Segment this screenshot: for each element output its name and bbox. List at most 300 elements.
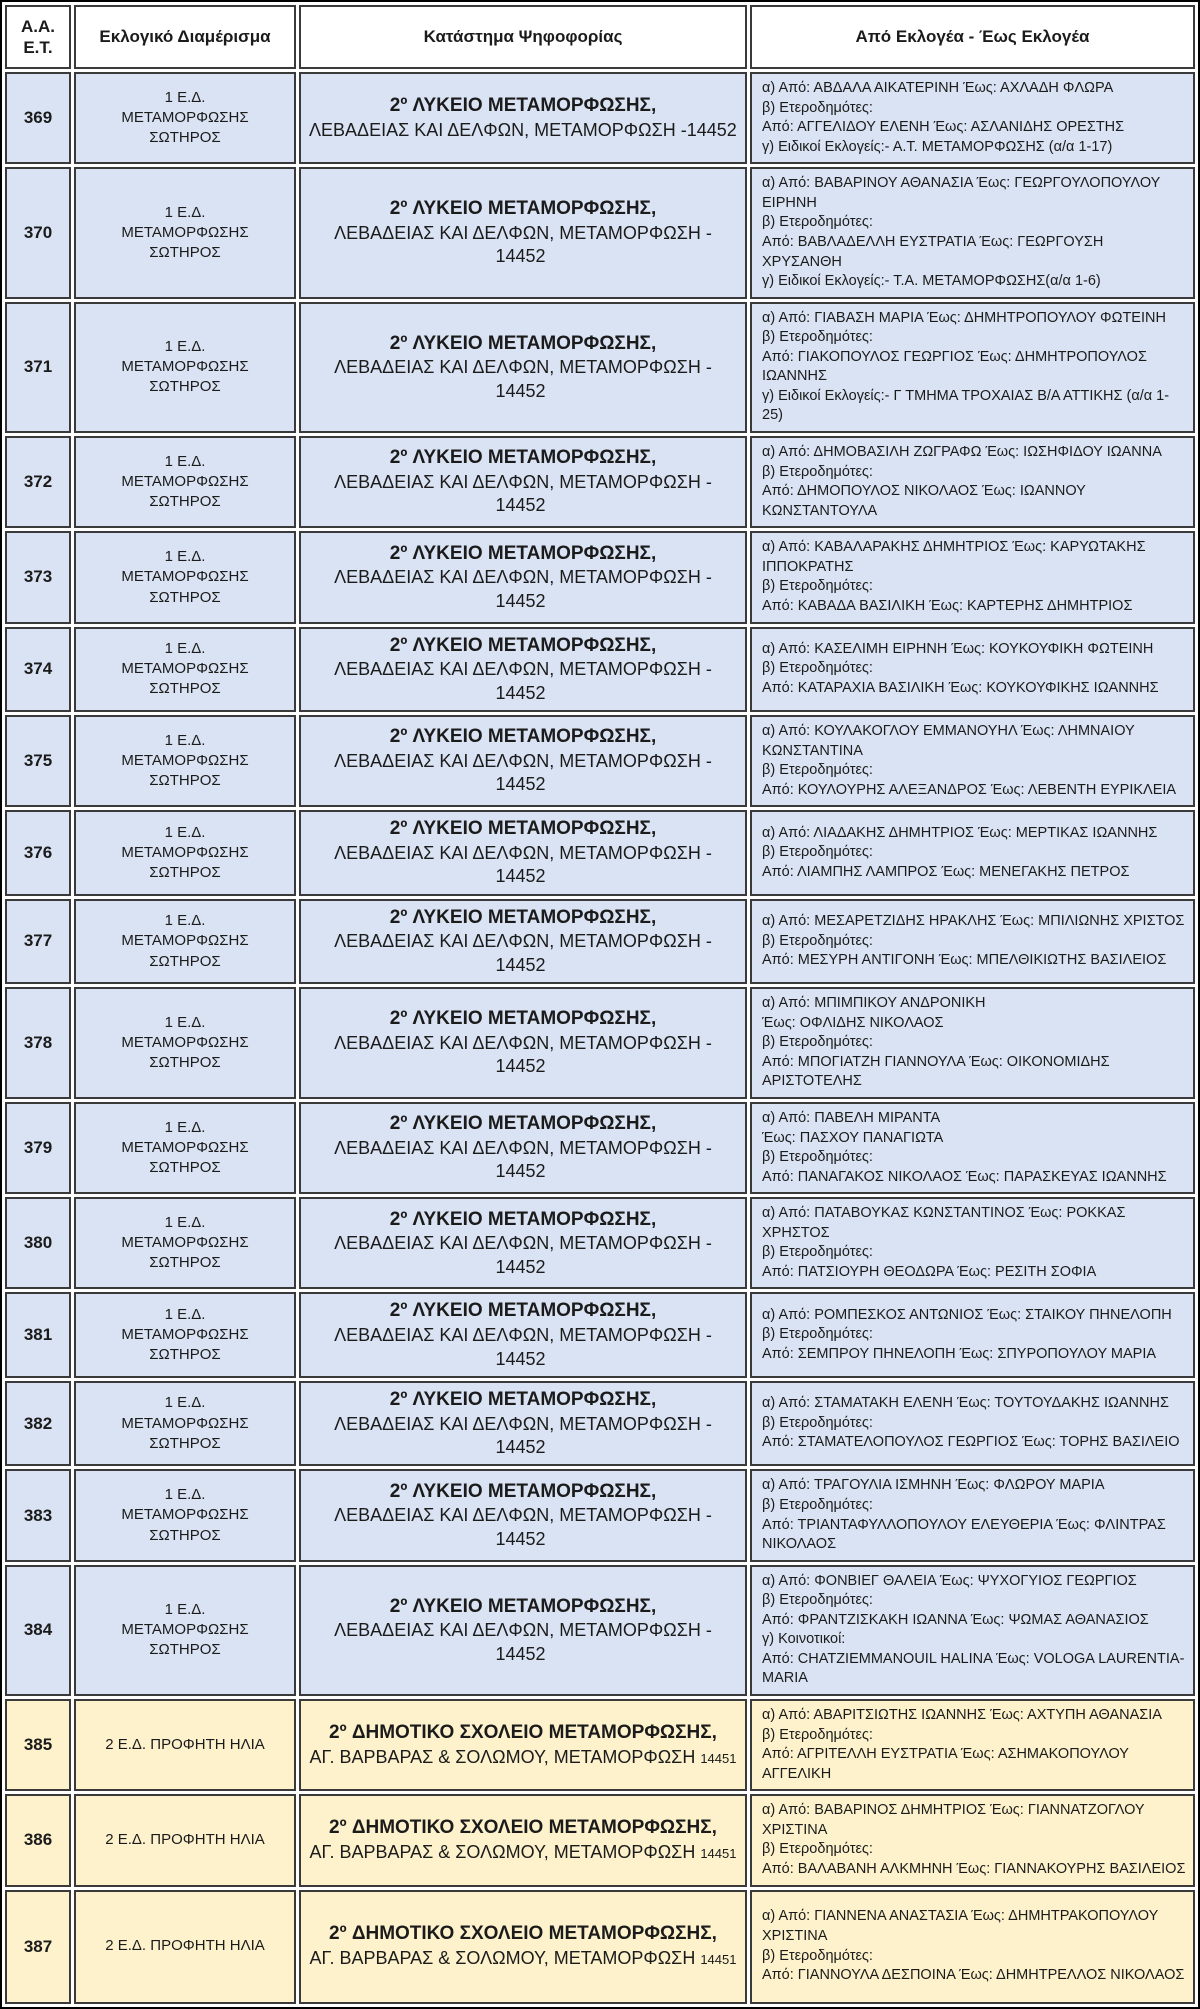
station-cell (299, 715, 747, 807)
district-line: 1 Ε.Δ. (164, 337, 206, 355)
voter-range-line: Από: ΣΕΜΠΡΟΥ ΠΗΝΕΛΟΠΗ Έως: ΣΠΥΡΟΠΟΥΛΟΥ ΜΑΡΙΑ (762, 1345, 1157, 1362)
voters-cell-lines (762, 174, 1187, 291)
voter-range-line: α) Από: ΠΑΤΑΒΟΥΚΑΣ ΚΩΝΣΤΑΝΤΙΝΟΣ Έως: ΡΟΚΚΑΣ ΧΡΗΣΤΟΣ (762, 1205, 1126, 1241)
district-cell-lines (84, 88, 286, 149)
table-row (5, 1292, 1195, 1377)
table-row (5, 72, 1195, 164)
station-name: 2º ΔΗΜΟΤΙΚΟ ΣΧΟΛΕΙΟ ΜΕΤΑΜΟΡΦΩΣΗΣ, (329, 1722, 717, 1744)
district-cell-lines (84, 1735, 286, 1755)
voters-cell-lines (762, 994, 1187, 1092)
district-line: ΜΕΤΑΜΟΡΦΩΣΗΣ ΣΩΤΗΡΟΣ (121, 1234, 249, 1272)
station-name: 2º ΔΗΜΟΤΙΚΟ ΣΧΟΛΕΙΟ ΜΕΤΑΜΟΡΦΩΣΗΣ, (329, 1923, 717, 1945)
district-cell (74, 899, 296, 984)
station-address-line (309, 566, 737, 613)
voter-range-line: β) Ετεροδημότες: (762, 1414, 873, 1431)
station-cell (299, 436, 747, 528)
station-name: 2º ΛΥΚΕΙΟ ΜΕΤΑΜΟΡΦΩΣΗΣ, (389, 542, 657, 564)
table-row (5, 531, 1195, 623)
header-row (5, 5, 1195, 69)
table-row (5, 1890, 1195, 2004)
station-name: 2º ΛΥΚΕΙΟ ΜΕΤΑΜΟΡΦΩΣΗΣ, (389, 1300, 657, 1322)
voter-range-line: α) Από: ΤΡΑΓΟΥΛΙΑ ΙΣΜΗΝΗ Έως: ΦΛΩΡΟΥ ΜΑΡΙΑ (762, 1477, 1105, 1494)
table-row (5, 1197, 1195, 1289)
district-cell-lines (84, 452, 286, 513)
voter-range-line: β) Ετεροδημότες: (762, 1244, 873, 1261)
district-line: 1 Ε.Δ. (164, 452, 206, 470)
row-number: 371 (5, 302, 71, 433)
table-body (5, 72, 1195, 2004)
district-cell (74, 987, 296, 1099)
table-row (5, 715, 1195, 807)
voters-cell-lines (762, 824, 1187, 883)
row-number: 370 (5, 167, 71, 298)
station-address-line (309, 1232, 737, 1279)
voter-range-line: Από: CHATZIEMMANOUIL HALINA Έως: VOLOGA LAURENTIA-MARIA (762, 1650, 1185, 1687)
district-cell (74, 1102, 296, 1194)
district-line: ΜΕΤΑΜΟΡΦΩΣΗΣ ΣΩΤΗΡΟΣ (121, 109, 249, 147)
district-cell (74, 531, 296, 623)
voter-range-line: Έως: ΟΦΛΙΔΗΣ ΝΙΚΟΛΑΟΣ (762, 1014, 944, 1031)
voter-range-line: α) Από: ΜΠΙΜΠΙΚΟΥ ΑΝΔΡΟΝΙΚΗ (762, 995, 986, 1012)
voter-range-line: Από: ΣΤΑΜΑΤΕΛΟΠΟΥΛΟΣ ΓΕΩΡΓΙΟΣ Έως: ΤΟΡΗΣ ΒΑΣΙΛΕΙΟ (762, 1434, 1180, 1451)
station-cell (299, 1102, 747, 1194)
voters-cell (750, 531, 1195, 623)
district-cell-lines (84, 1485, 286, 1546)
voters-cell-lines (762, 1572, 1187, 1689)
voter-range-line: β) Ετεροδημότες: (762, 1947, 873, 1964)
district-cell-lines (84, 547, 286, 608)
header-et-line: Ε.Τ. (23, 38, 53, 57)
district-line: 1 Ε.Δ. (164, 1486, 206, 1504)
station-address-line (309, 471, 737, 518)
voter-range-line: Έως: ΠΑΣΧΟΥ ΠΑΝΑΓΙΩΤΑ (762, 1129, 944, 1146)
row-number: 384 (5, 1565, 71, 1696)
voter-range-line: β) Ετεροδημότες: (762, 1841, 873, 1858)
station-cell (299, 1794, 747, 1886)
station-cell (299, 531, 747, 623)
district-cell-lines (84, 203, 286, 264)
district-line: 1 Ε.Δ. (164, 1213, 206, 1231)
voter-range-line: Από: ΓΙΑΚΟΠΟΥΛΟΣ ΓΕΩΡΓΙΟΣ Έως: ΔΗΜΗΤΡΟΠΟΥΛΟΣ ΙΩΑΝΝΗΣ (762, 348, 1147, 385)
station-cell (299, 1469, 747, 1561)
station-postal-code: 14451 (700, 1750, 737, 1766)
district-line: ΜΕΤΑΜΟΡΦΩΣΗΣ ΣΩΤΗΡΟΣ (121, 1621, 249, 1659)
voters-cell-lines (762, 1907, 1187, 1985)
district-line: ΜΕΤΑΜΟΡΦΩΣΗΣ ΣΩΤΗΡΟΣ (121, 751, 249, 790)
station-name: 2º ΛΥΚΕΙΟ ΜΕΤΑΜΟΡΦΩΣΗΣ, (389, 332, 657, 354)
district-cell (74, 1794, 296, 1886)
district-cell-lines (84, 1830, 286, 1850)
station-postal-code: 14451 (700, 1952, 737, 1968)
station-name: 2º ΔΗΜΟΤΙΚΟ ΣΧΟΛΕΙΟ ΜΕΤΑΜΟΡΦΩΣΗΣ, (329, 1817, 717, 1839)
voter-range-line: γ) Ειδικοί Εκλογείς:- Τ.Α. ΜΕΤΑΜΟΡΦΩΣΗΣ(α/α 1-6) (762, 273, 1101, 290)
voters-cell-lines (762, 1394, 1187, 1453)
header-station: Κατάστημα Ψηφοφορίας (299, 5, 747, 69)
district-line: ΜΕΤΑΜΟΡΦΩΣΗΣ ΣΩΤΗΡΟΣ (121, 1506, 249, 1544)
voter-range-line: β) Ετεροδημότες: (762, 1034, 873, 1051)
station-address-line (309, 658, 737, 705)
district-line: ΜΕΤΑΜΟΡΦΩΣΗΣ ΣΩΤΗΡΟΣ (121, 1414, 249, 1452)
station-name: 2º ΛΥΚΕΙΟ ΜΕΤΑΜΟΡΦΩΣΗΣ, (389, 1208, 657, 1230)
voter-range-line: Από: ΦΡΑΝΤΖΙΣΚΑΚΗ ΙΩΑΝΝΑ Έως: ΨΩΜΑΣ ΑΘΑΝΑΣΙΟΣ (762, 1611, 1149, 1628)
voter-range-line: α) Από: ΑΒΑΡΙΤΣΙΩΤΗΣ ΙΩΑΝΝΗΣ Έως: ΑΧΤΥΠΗ ΑΘΑΝΑΣΙΑ (762, 1707, 1162, 1724)
station-address: ΛΕΒΑΔΕΙΑΣ ΚΑΙ ΔΕΛΦΩΝ, ΜΕΤΑΜΟΡΦΩΣΗ - 14452 (334, 472, 712, 516)
table-row (5, 167, 1195, 298)
row-number: 382 (5, 1381, 71, 1466)
station-postal-code: 14451 (700, 1846, 737, 1862)
station-address: ΛΕΒΑΔΕΙΑΣ ΚΑΙ ΔΕΛΦΩΝ, ΜΕΤΑΜΟΡΦΩΣΗ - 14452 (334, 931, 712, 975)
voters-cell (750, 1469, 1195, 1561)
row-number: 380 (5, 1197, 71, 1289)
station-address: ΛΕΒΑΔΕΙΑΣ ΚΑΙ ΔΕΛΦΩΝ, ΜΕΤΑΜΟΡΦΩΣΗ - 14452 (334, 222, 712, 267)
district-line: 1 Ε.Δ. (164, 88, 206, 106)
district-line: ΜΕΤΑΜΟΡΦΩΣΗΣ ΣΩΤΗΡΟΣ (121, 223, 249, 262)
voter-range-line: β) Ετεροδημότες: (762, 214, 873, 231)
row-number: 381 (5, 1292, 71, 1377)
district-line: ΜΕΤΑΜΟΡΦΩΣΗΣ ΣΩΤΗΡΟΣ (121, 843, 249, 882)
station-cell (299, 1565, 747, 1696)
voters-cell (750, 627, 1195, 712)
station-address-line (309, 842, 737, 889)
voters-cell-lines (762, 79, 1187, 157)
row-number: 375 (5, 715, 71, 807)
voter-range-line: α) Από: ΑΒΔΑΛΑ ΑΙΚΑΤΕΡΙΝΗ Έως: ΑΧΛΑΔΗ ΦΛΩΡΑ (762, 80, 1114, 96)
voters-cell (750, 1699, 1195, 1791)
table-row (5, 1794, 1195, 1886)
table-row (5, 1565, 1195, 1696)
station-cell (299, 627, 747, 712)
district-line: ΜΕΤΑΜΟΡΦΩΣΗΣ ΣΩΤΗΡΟΣ (121, 660, 249, 698)
row-number: 369 (5, 72, 71, 164)
station-name: 2º ΛΥΚΕΙΟ ΜΕΤΑΜΟΡΦΩΣΗΣ, (389, 447, 657, 469)
voters-cell-lines (762, 1109, 1187, 1187)
station-cell (299, 1699, 747, 1791)
station-address: ΛΕΒΑΔΕΙΑΣ ΚΑΙ ΔΕΛΦΩΝ, ΜΕΤΑΜΟΡΦΩΣΗ - 14452 (334, 1325, 712, 1369)
station-address-line (309, 1619, 737, 1666)
station-address-line (309, 1841, 737, 1864)
station-cell (299, 1197, 747, 1289)
voter-range-line: β) Ετεροδημότες: (762, 762, 873, 779)
voter-range-line: α) Από: ΣΤΑΜΑΤΑΚΗ ΕΛΕΝΗ Έως: ΤΟΥΤΟΥΔΑΚΗΣ ΙΩΑΝΝΗΣ (762, 1395, 1169, 1412)
voter-range-line: α) Από: ΓΙΑΝΝΕΝΑ ΑΝΑΣΤΑΣΙΑ Έως: ΔΗΜΗΤΡΑΚΟΠΟΥΛΟΥ ΧΡΙΣΤΙΝΑ (762, 1908, 1158, 1944)
station-address: ΑΓ. ΒΑΡΒΑΡΑΣ & ΣΟΛΩΜΟΥ, ΜΕΤΑΜΟΡΦΩΣΗ (309, 1842, 696, 1863)
station-address: ΛΕΒΑΔΕΙΑΣ ΚΑΙ ΔΕΛΦΩΝ, ΜΕΤΑΜΟΡΦΩΣΗ - 14452 (334, 1233, 712, 1277)
district-line: 1 Ε.Δ. (164, 912, 206, 930)
station-address-line (309, 1947, 737, 1970)
station-address: ΛΕΒΑΔΕΙΑΣ ΚΑΙ ΔΕΛΦΩΝ, ΜΕΤΑΜΟΡΦΩΣΗ - 14452 (334, 751, 712, 795)
row-number: 373 (5, 531, 71, 623)
district-line: ΜΕΤΑΜΟΡΦΩΣΗΣ ΣΩΤΗΡΟΣ (121, 568, 249, 606)
voters-cell-lines (762, 538, 1187, 616)
voter-range-line: Από: ΓΙΑΝΝΟΥΛΑ ΔΕΣΠΟΙΝΑ Έως: ΔΗΜΗΤΡΕΛΛΟΣ ΝΙΚΟΛΑΟΣ (762, 1967, 1185, 1984)
station-address-line (309, 1032, 737, 1079)
row-number: 379 (5, 1102, 71, 1194)
voter-range-line: α) Από: ΡΟΜΠΕΣΚΟΣ ΑΝΤΩΝΙΟΣ Έως: ΣΤΑΙΚΟΥ ΠΗΝΕΛΟΠΗ (762, 1306, 1172, 1323)
station-address: ΛΕΒΑΔΕΙΑΣ ΚΑΙ ΔΕΛΦΩΝ, ΜΕΤΑΜΟΡΦΩΣΗ - 14452 (334, 842, 712, 887)
district-cell (74, 302, 296, 433)
voters-cell (750, 1292, 1195, 1377)
voter-range-line: Από: ΒΑΛΑΒΑΝΗ ΑΛΚΜΗΝΗ Έως: ΓΙΑΝΝΑΚΟΥΡΗΣ ΒΑΣΙΛΕΙΟΣ (762, 1860, 1186, 1877)
district-line: ΜΕΤΑΜΟΡΦΩΣΗΣ ΣΩΤΗΡΟΣ (121, 1326, 249, 1364)
station-address-line (309, 1413, 737, 1460)
voters-cell (750, 1197, 1195, 1289)
district-cell (74, 72, 296, 164)
voter-range-line: α) Από: ΚΑΣΕΛΙΜΗ ΕΙΡΗΝΗ Έως: ΚΟΥΚΟΥΦΙΚΗ ΦΩΤΕΙΝΗ (762, 640, 1154, 657)
station-address-line (309, 930, 737, 977)
row-number: 386 (5, 1794, 71, 1886)
voter-range-line: β) Ετεροδημότες: (762, 463, 873, 480)
station-address: ΛΕΒΑΔΕΙΑΣ ΚΑΙ ΔΕΛΦΩΝ, ΜΕΤΑΜΟΡΦΩΣΗ - 14452 (334, 1138, 712, 1182)
voter-range-line: Από: ΛΙΑΜΠΗΣ ΛΑΜΠΡΟΣ Έως: ΜΕΝΕΓΑΚΗΣ ΠΕΤΡΟΣ (762, 863, 1130, 880)
station-name: 2º ΛΥΚΕΙΟ ΜΕΤΑΜΟΡΦΩΣΗΣ, (389, 1595, 657, 1617)
table-row (5, 1699, 1195, 1791)
district-line: 1 Ε.Δ. (164, 1118, 206, 1136)
row-number: 383 (5, 1469, 71, 1561)
station-address-line (309, 1504, 737, 1551)
voters-cell-lines (762, 912, 1187, 971)
table-row (5, 899, 1195, 984)
voters-cell-lines (762, 443, 1187, 521)
station-address-line (309, 1746, 737, 1769)
voter-range-line: Από: ΒΑΒΛΑΔΕΛΛΗ ΕΥΣΤΡΑΤΙΑ Έως: ΓΕΩΡΓΟΥΣΗ ΧΡΥΣΑΝΘΗ (762, 233, 1104, 270)
district-cell (74, 1890, 296, 2004)
voter-range-line: α) Από: ΛΙΑΔΑΚΗΣ ΔΗΜΗΤΡΙΟΣ Έως: ΜΕΡΤΙΚΑΣ ΙΩΑΝΝΗΣ (762, 824, 1158, 841)
voter-range-line: α) Από: ΠΑΒΕΛΗ ΜΙΡΑΝΤΑ (762, 1109, 941, 1126)
voter-range-line: β) Ετεροδημότες: (762, 1496, 873, 1513)
district-cell-lines (84, 1936, 286, 1956)
station-address: ΛΕΒΑΔΕΙΑΣ ΚΑΙ ΔΕΛΦΩΝ, ΜΕΤΑΜΟΡΦΩΣΗ - 14452 (334, 1033, 712, 1077)
row-number: 377 (5, 899, 71, 984)
station-address: ΛΕΒΑΔΕΙΑΣ ΚΑΙ ΔΕΛΦΩΝ, ΜΕΤΑΜΟΡΦΩΣΗ - 14452 (334, 1620, 712, 1664)
district-line: ΜΕΤΑΜΟΡΦΩΣΗΣ ΣΩΤΗΡΟΣ (121, 358, 249, 396)
district-cell-lines (84, 1213, 286, 1274)
district-line: 1 Ε.Δ. (164, 823, 206, 841)
table-row (5, 1381, 1195, 1466)
station-cell (299, 1381, 747, 1466)
station-address: ΛΕΒΑΔΕΙΑΣ ΚΑΙ ΔΕΛΦΩΝ, ΜΕΤΑΜΟΡΦΩΣΗ - 14452 (334, 1413, 712, 1458)
voter-range-line: Από: ΑΓΡΙΤΕΛΛΗ ΕΥΣΤΡΑΤΙΑ Έως: ΑΣΗΜΑΚΟΠΟΥΛΟΥ ΑΓΓΕΛΙΚΗ (762, 1746, 1129, 1782)
district-cell-lines (84, 1013, 286, 1074)
station-address: ΛΕΒΑΔΕΙΑΣ ΚΑΙ ΔΕΛΦΩΝ, ΜΕΤΑΜΟΡΦΩΣΗ - 14452 (334, 1505, 712, 1549)
table-row (5, 302, 1195, 433)
district-line: ΜΕΤΑΜΟΡΦΩΣΗΣ ΣΩΤΗΡΟΣ (121, 932, 249, 970)
district-cell-lines (84, 911, 286, 972)
station-address: ΑΓ. ΒΑΡΒΑΡΑΣ & ΣΟΛΩΜΟΥ, ΜΕΤΑΜΟΡΦΩΣΗ (309, 1948, 696, 1969)
district-line: 1 Ε.Δ. (164, 548, 206, 565)
district-cell (74, 715, 296, 807)
header-district: Εκλογικό Διαμέρισμα (74, 5, 296, 69)
voter-range-line: γ) Κοινοτικοί: (762, 1631, 846, 1648)
district-cell (74, 810, 296, 895)
voters-cell-lines (762, 309, 1187, 426)
station-cell (299, 810, 747, 895)
voters-cell-lines (762, 1476, 1187, 1554)
station-cell (299, 1292, 747, 1377)
district-cell (74, 1469, 296, 1561)
district-cell (74, 436, 296, 528)
row-number: 378 (5, 987, 71, 1099)
station-cell (299, 1890, 747, 2004)
station-name: 2º ΛΥΚΕΙΟ ΜΕΤΑΜΟΡΦΩΣΗΣ, (389, 95, 657, 117)
district-line: 2 Ε.Δ. ΠΡΟΦΗΤΗ ΗΛΙΑ (105, 1831, 265, 1849)
district-cell-lines (84, 1393, 286, 1454)
row-number: 374 (5, 627, 71, 712)
station-name: 2º ΛΥΚΕΙΟ ΜΕΤΑΜΟΡΦΩΣΗΣ, (389, 634, 657, 656)
voters-cell (750, 436, 1195, 528)
voter-range-line: β) Ετεροδημότες: (762, 329, 873, 346)
header-voter-range: Από Εκλογέα - Έως Εκλογέα (750, 5, 1195, 69)
station-cell (299, 987, 747, 1099)
row-number: 372 (5, 436, 71, 528)
voter-range-line: α) Από: ΒΑΒΑΡΙΝΟΣ ΔΗΜΗΤΡΙΟΣ Έως: ΓΙΑΝΝΑΤΖΟΓΛΟΥ ΧΡΙΣΤΙΝΑ (762, 1802, 1145, 1838)
voters-cell (750, 1794, 1195, 1886)
voters-cell-lines (762, 1306, 1187, 1365)
voter-range-line: β) Ετεροδημότες: (762, 1149, 873, 1166)
voter-range-line: γ) Ειδικοί Εκλογείς:- Α.Τ. ΜΕΤΑΜΟΡΦΩΣΗΣ (α/α 1-17) (762, 138, 1113, 155)
district-cell (74, 627, 296, 712)
station-name: 2º ΛΥΚΕΙΟ ΜΕΤΑΜΟΡΦΩΣΗΣ, (389, 198, 657, 220)
voters-cell (750, 302, 1195, 433)
voter-range-line: β) Ετεροδημότες: (762, 1326, 873, 1343)
table-row (5, 436, 1195, 528)
district-line: 1 Ε.Δ. (164, 1013, 206, 1031)
station-address: ΛΕΒΑΔΕΙΑΣ ΚΑΙ ΔΕΛΦΩΝ, ΜΕΤΑΜΟΡΦΩΣΗ - 14452 (334, 567, 712, 611)
voters-cell (750, 167, 1195, 298)
station-address: ΛΕΒΑΔΕΙΑΣ ΚΑΙ ΔΕΛΦΩΝ, ΜΕΤΑΜΟΡΦΩΣΗ - 14452 (334, 357, 712, 401)
district-line: 1 Ε.Δ. (164, 1305, 206, 1323)
voter-range-line: Από: ΜΕΣΥΡΗ ΑΝΤΙΓΟΝΗ Έως: ΜΠΕΛΘΙΚΙΩΤΗΣ ΒΑΣΙΛΕΙΟΣ (762, 952, 1167, 969)
district-line: 1 Ε.Δ. (164, 203, 206, 221)
table-row (5, 810, 1195, 895)
district-line: 2 Ε.Δ. ΠΡΟΦΗΤΗ ΗΛΙΑ (105, 1736, 265, 1754)
voter-range-line: β) Ετεροδημότες: (762, 660, 873, 677)
voter-range-line: Από: ΚΑΤΑΡΑΧΙΑ ΒΑΣΙΛΙΚΗ Έως: ΚΟΥΚΟΥΦΙΚΗΣ ΙΩΑΝΝΗΣ (762, 680, 1159, 697)
header-aa-line: Α.Α. (21, 16, 55, 36)
district-line: 2 Ε.Δ. ΠΡΟΦΗΤΗ ΗΛΙΑ (105, 1937, 265, 1955)
district-line: 1 Ε.Δ. (164, 1600, 206, 1618)
voters-cell-lines (762, 1706, 1187, 1784)
voter-range-line: α) Από: ΔΗΜΟΒΑΣΙΛΗ ΖΩΓΡΑΦΩ Έως: ΙΩΣΗΦΙΔΟΥ ΙΩΑΝΝΑ (762, 444, 1162, 460)
district-cell (74, 1381, 296, 1466)
district-cell-lines (84, 1305, 286, 1366)
district-cell-lines (84, 731, 286, 792)
station-cell (299, 167, 747, 298)
voter-range-line: Από: ΑΓΓΕΛΙΔΟΥ ΕΛΕΝΗ Έως: ΑΣΛΑΝΙΔΗΣ ΟΡΕΣΤΗΣ (762, 119, 1125, 136)
station-name: 2º ΛΥΚΕΙΟ ΜΕΤΑΜΟΡΦΩΣΗΣ, (389, 1113, 657, 1135)
voters-cell (750, 1565, 1195, 1696)
row-number: 376 (5, 810, 71, 895)
voter-range-line: β) Ετεροδημότες: (762, 578, 873, 595)
voter-range-line: α) Από: ΦΟΝΒΙΕΓ ΘΑΛΕΙΑ Έως: ΨΥΧΟΓΥΙΟΣ ΓΕΩΡΓΙΟΣ (762, 1572, 1137, 1589)
district-line: ΜΕΤΑΜΟΡΦΩΣΗΣ ΣΩΤΗΡΟΣ (121, 473, 249, 511)
row-number: 385 (5, 1699, 71, 1791)
voter-range-line: β) Ετεροδημότες: (762, 1726, 873, 1743)
district-cell (74, 1292, 296, 1377)
voters-cell (750, 810, 1195, 895)
station-address-line (309, 119, 737, 142)
row-number: 387 (5, 1890, 71, 2004)
station-address-line (309, 356, 737, 403)
district-cell (74, 1565, 296, 1696)
voters-cell-lines (762, 1801, 1187, 1879)
voter-range-line: Από: ΜΠΟΓΙΑΤΖΗ ΓΙΑΝΝΟΥΛΑ Έως: ΟΙΚΟΝΟΜΙΔΗΣ ΑΡΙΣΤΟΤΕΛΗΣ (762, 1053, 1110, 1090)
voter-range-line: γ) Ειδικοί Εκλογείς:- Γ ΤΜΗΜΑ ΤΡΟΧΑΙΑΣ Β/Α ΑΤΤΙΚΗΣ (α/α 1-25) (762, 387, 1170, 424)
district-line: 1 Ε.Δ. (164, 639, 206, 657)
station-address: ΑΓ. ΒΑΡΒΑΡΑΣ & ΣΟΛΩΜΟΥ, ΜΕΤΑΜΟΡΦΩΣΗ (309, 1746, 696, 1767)
header-aa-et (5, 5, 71, 69)
district-line: 1 Ε.Δ. (164, 731, 206, 749)
voter-range-line: Από: ΔΗΜΟΠΟΥΛΟΣ ΝΙΚΟΛΑΟΣ Έως: ΙΩΑΝΝΟΥ ΚΩΝΣΤΑΝΤΟΥΛΑ (762, 483, 1086, 519)
voter-range-line: Από: ΚΟΥΛΟΥΡΗΣ ΑΛΕΞΑΝΔΡΟΣ Έως: ΛΕΒΕΝΤΗ ΕΥΡΙΚΛΕΙΑ (762, 781, 1177, 798)
district-line: 1 Ε.Δ. (164, 1394, 206, 1412)
table-row (5, 1102, 1195, 1194)
station-name: 2º ΛΥΚΕΙΟ ΜΕΤΑΜΟΡΦΩΣΗΣ, (389, 1008, 657, 1030)
voter-range-line: β) Ετεροδημότες: (762, 844, 873, 861)
district-line: ΜΕΤΑΜΟΡΦΩΣΗΣ ΣΩΤΗΡΟΣ (121, 1033, 249, 1072)
station-address: ΛΕΒΑΔΕΙΑΣ ΚΑΙ ΔΕΛΦΩΝ, ΜΕΤΑΜΟΡΦΩΣΗ -14452 (309, 119, 737, 140)
station-name: 2º ΛΥΚΕΙΟ ΜΕΤΑΜΟΡΦΩΣΗΣ, (389, 726, 657, 748)
voter-range-line: α) Από: ΒΑΒΑΡΙΝΟΥ ΑΘΑΝΑΣΙΑ Έως: ΓΕΩΡΓΟΥΛΟΠΟΥΛΟΥ ΕΙΡΗΝΗ (762, 175, 1161, 211)
district-cell-lines (84, 639, 286, 700)
district-cell-lines (84, 337, 286, 398)
station-name: 2º ΛΥΚΕΙΟ ΜΕΤΑΜΟΡΦΩΣΗΣ, (389, 906, 657, 928)
station-address: ΛΕΒΑΔΕΙΑΣ ΚΑΙ ΔΕΛΦΩΝ, ΜΕΤΑΜΟΡΦΩΣΗ - 14452 (334, 659, 712, 703)
voter-range-line: Από: ΠΑΝΑΓΑΚΟΣ ΝΙΚΟΛΑΟΣ Έως: ΠΑΡΑΣΚΕΥΑΣ ΙΩΑΝΝΗΣ (762, 1168, 1167, 1185)
station-address-line (309, 750, 737, 797)
district-cell (74, 1699, 296, 1791)
voters-cell (750, 899, 1195, 984)
table-row (5, 1469, 1195, 1561)
station-address-line (309, 1324, 737, 1371)
voters-cell (750, 1890, 1195, 2004)
district-cell (74, 1197, 296, 1289)
district-cell-lines (84, 823, 286, 884)
table-row (5, 627, 1195, 712)
voter-range-line: α) Από: ΚΟΥΛΑΚΟΓΛΟΥ ΕΜΜΑΝΟΥΗΛ Έως: ΛΗΜΝΑΙΟΥ ΚΩΝΣΤΑΝΤΙΝΑ (762, 722, 1135, 759)
station-cell (299, 72, 747, 164)
voter-range-line: Από: ΤΡΙΑΝΤΑΦΥΛΛΟΠΟΥΛΟΥ ΕΛΕΥΘΕΡΙΑ Έως: ΦΛΙΝΤΡΑΣ ΝΙΚΟΛΑΟΣ (762, 1516, 1166, 1553)
district-cell (74, 167, 296, 298)
station-address-line (309, 1137, 737, 1184)
voters-cell (750, 715, 1195, 807)
station-name: 2º ΛΥΚΕΙΟ ΜΕΤΑΜΟΡΦΩΣΗΣ, (389, 1388, 657, 1410)
district-cell-lines (84, 1600, 286, 1661)
voter-range-line: β) Ετεροδημότες: (762, 99, 873, 116)
voters-cell (750, 1102, 1195, 1194)
voters-cell (750, 1381, 1195, 1466)
station-address-line (309, 222, 737, 269)
voter-range-line: β) Ετεροδημότες: (762, 1592, 873, 1609)
voter-range-line: β) Ετεροδημότες: (762, 932, 873, 949)
station-cell (299, 899, 747, 984)
voter-range-line: Από: ΚΑΒΑΔΑ ΒΑΣΙΛΙΚΗ Έως: ΚΑΡΤΕΡΗΣ ΔΗΜΗΤΡΙΟΣ (762, 597, 1133, 614)
table-header (5, 5, 1195, 69)
voters-cell-lines (762, 722, 1187, 800)
station-name: 2º ΛΥΚΕΙΟ ΜΕΤΑΜΟΡΦΩΣΗΣ, (389, 818, 657, 840)
district-line: ΜΕΤΑΜΟΡΦΩΣΗΣ ΣΩΤΗΡΟΣ (121, 1138, 249, 1177)
district-cell-lines (84, 1118, 286, 1179)
voters-cell (750, 987, 1195, 1099)
station-name: 2º ΛΥΚΕΙΟ ΜΕΤΑΜΟΡΦΩΣΗΣ, (389, 1480, 657, 1502)
voter-range-line: α) Από: ΓΙΑΒΑΣΗ ΜΑΡΙΑ Έως: ΔΗΜΗΤΡΟΠΟΥΛΟΥ ΦΩΤΕΙΝΗ (762, 309, 1166, 326)
voters-cell-lines (762, 640, 1187, 699)
voter-range-line: Από: ΠΑΤΣΙΟΥΡΗ ΘΕΟΔΩΡΑ Έως: ΡΕΣΙΤΗ ΣΟΦΙΑ (762, 1263, 1097, 1280)
voters-cell (750, 72, 1195, 164)
voter-range-line: α) Από: ΜΕΣΑΡΕΤΖΙΔΗΣ ΗΡΑΚΛΗΣ Έως: ΜΠΙΛΙΩΝΗΣ ΧΡΙΣΤΟΣ (762, 913, 1185, 930)
table-row (5, 987, 1195, 1099)
voters-cell-lines (762, 1204, 1187, 1282)
station-cell (299, 302, 747, 433)
